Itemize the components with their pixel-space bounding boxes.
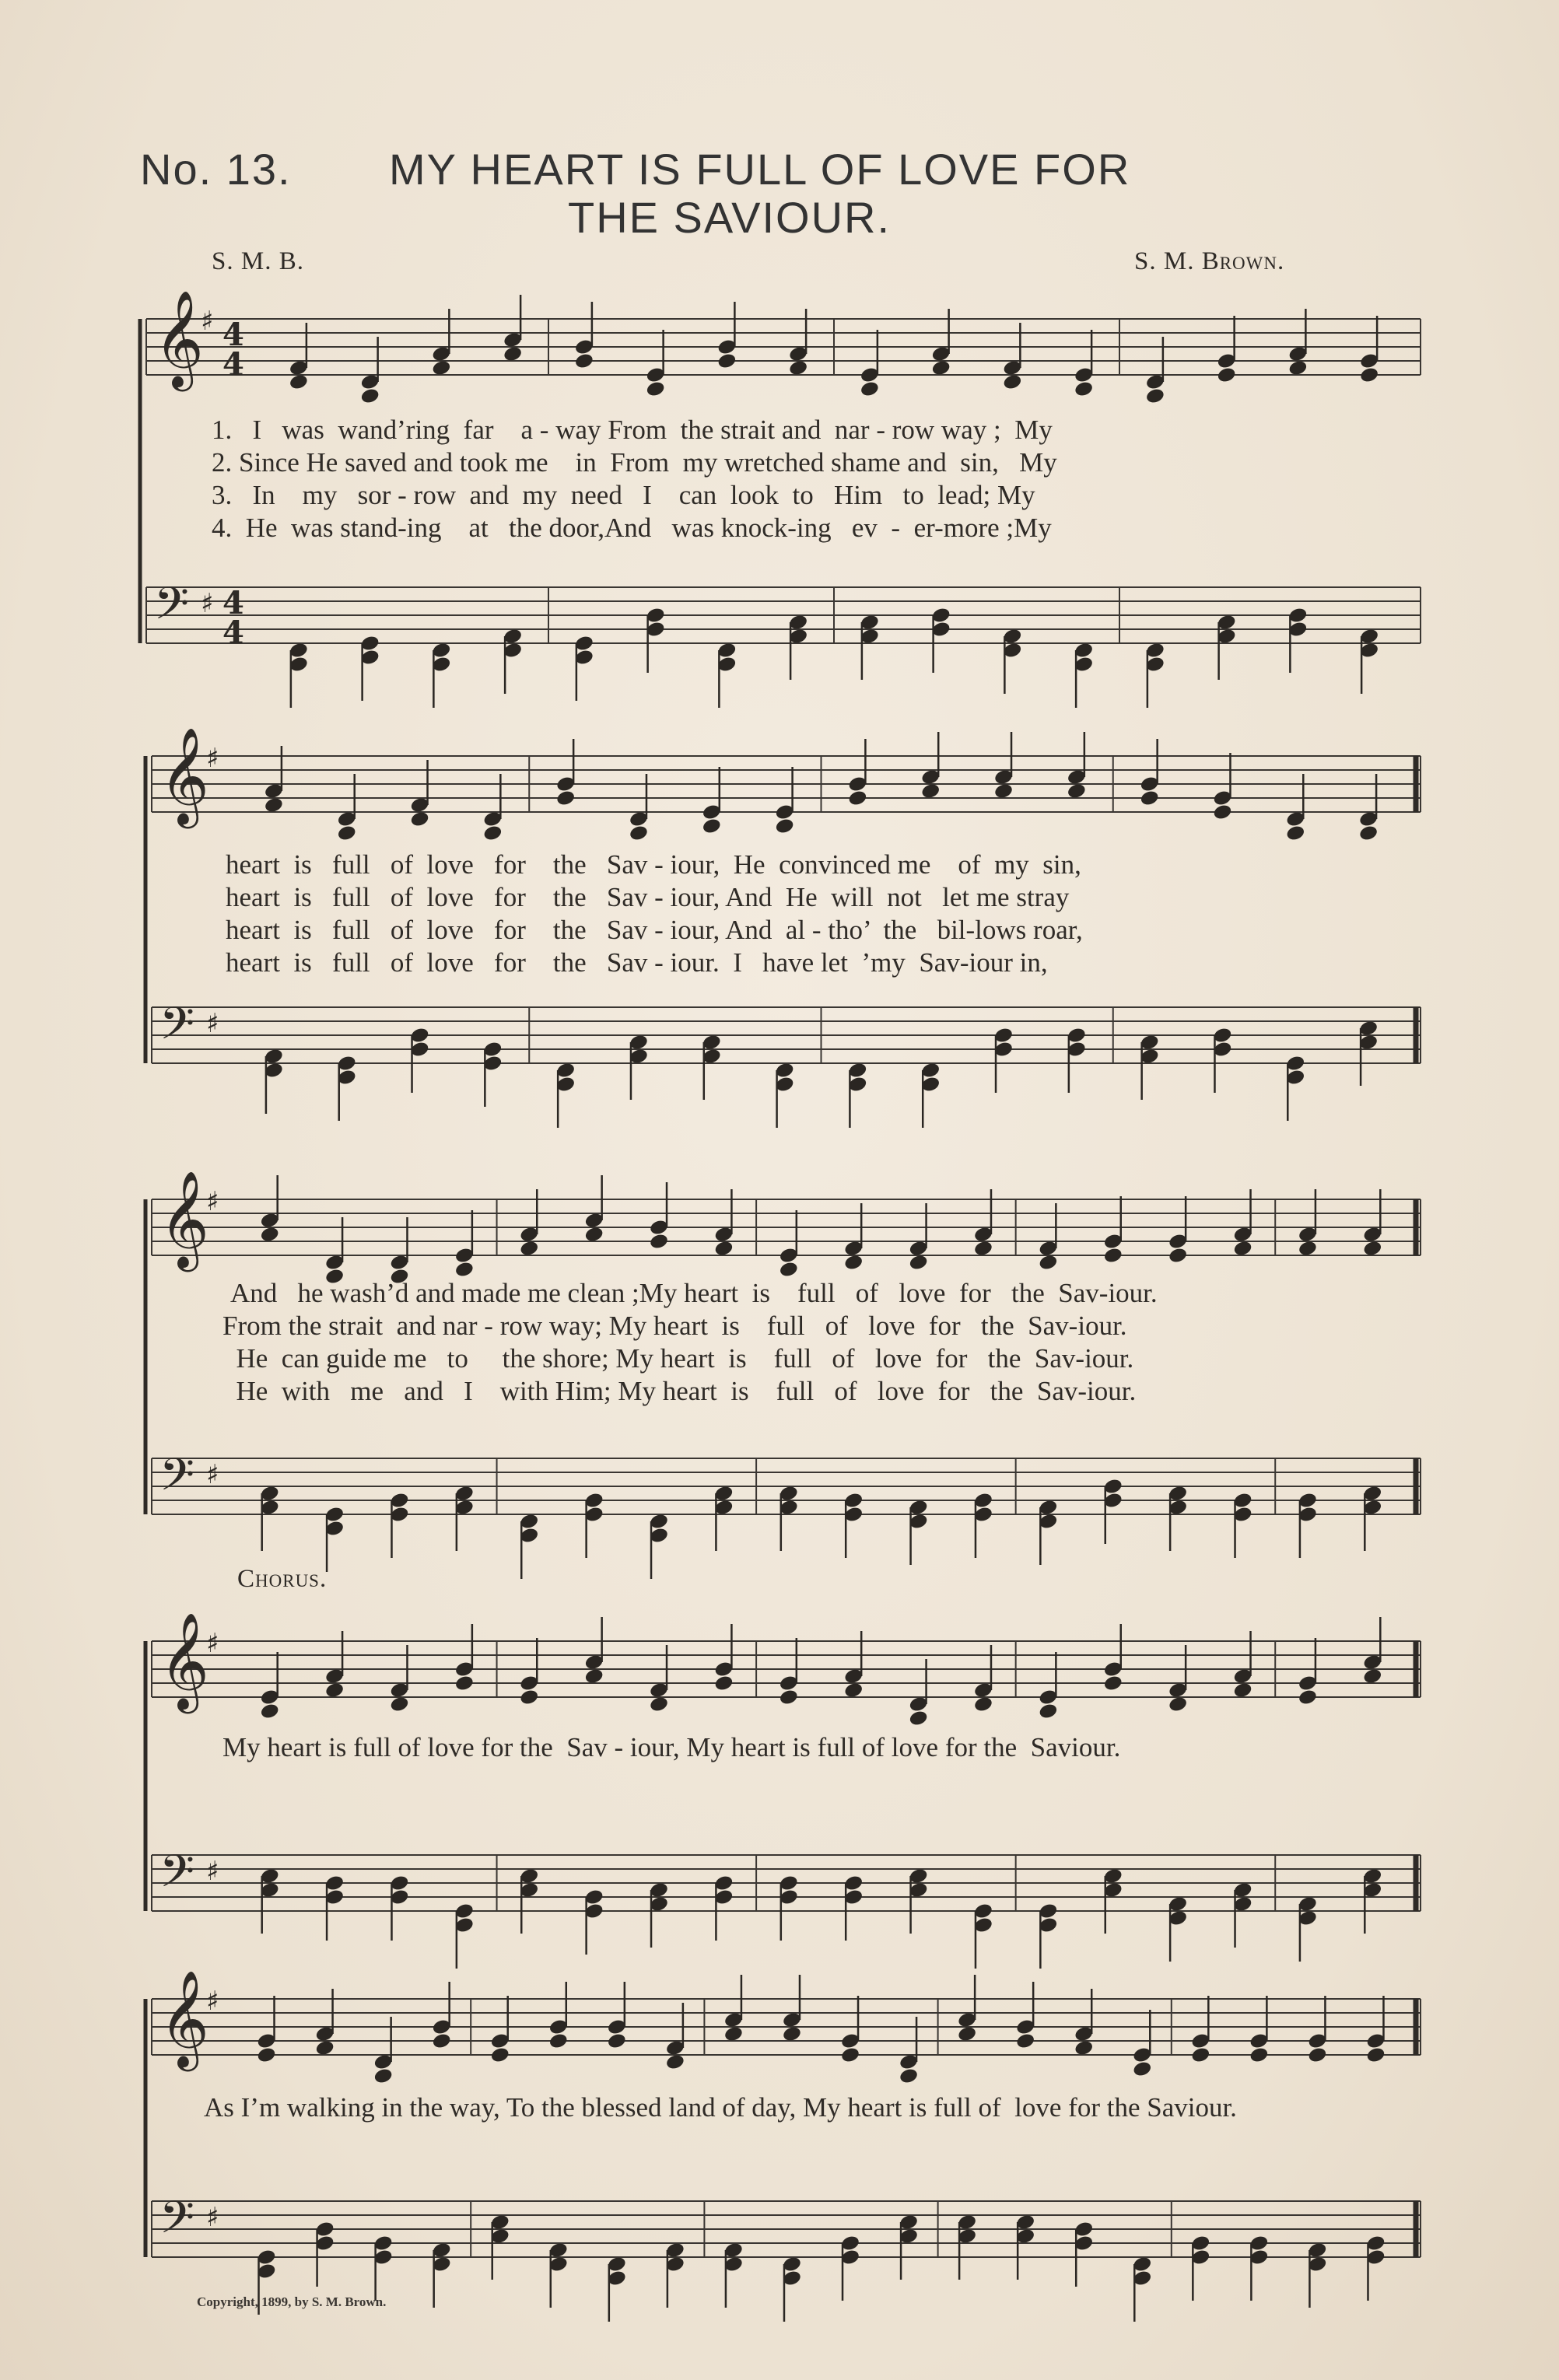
music-author: S. M. Brown.	[1134, 247, 1285, 275]
note-head	[1074, 2039, 1094, 2057]
note-head	[409, 810, 429, 828]
verse-1-line-a: 1. I was wand’ring far a - way From the strait and nar - row way ; My	[212, 415, 1053, 445]
bass-clef-icon: 𝄢	[159, 997, 195, 1061]
note-head	[788, 359, 808, 377]
note-head	[899, 2067, 919, 2085]
note-head	[1168, 1696, 1188, 1713]
note-head	[713, 1240, 734, 1258]
note-head	[1212, 803, 1232, 821]
note-head	[490, 2046, 510, 2064]
note-head	[931, 359, 951, 377]
verse-2-line-a: 2. Since He saved and took me in From my wretched shame and sin, My	[212, 447, 1057, 478]
verse-3-line-a: 3. In my sor - row and my need I can look to Him to lead; My	[212, 480, 1035, 510]
note-head	[1365, 2046, 1386, 2064]
note-head	[503, 345, 523, 363]
note-head	[843, 1254, 864, 1272]
note-head	[860, 380, 880, 398]
note-head	[1307, 2046, 1327, 2064]
note-head	[1298, 1240, 1318, 1258]
note-head	[1362, 1668, 1382, 1685]
note-head	[775, 817, 795, 835]
note-head	[584, 1668, 604, 1685]
treble-staff	[152, 1999, 1421, 2055]
note-head	[373, 2067, 394, 2085]
verse-4-line-c: He with me and I with Him; My heart is full of love for the Sav-iour.	[222, 1376, 1137, 1406]
bass-clef-icon: 𝄢	[159, 1845, 195, 1909]
note-head	[909, 1254, 929, 1272]
copyright-notice: Copyright, 1899, by S. M. Brown.	[197, 2294, 387, 2309]
note-head	[337, 824, 357, 842]
note-head	[548, 2032, 569, 2050]
treble-clef-icon: 𝄞	[159, 1171, 209, 1268]
note-head	[1145, 387, 1165, 405]
note-head	[432, 2032, 452, 2050]
note-head	[389, 1696, 409, 1713]
note-head	[629, 824, 649, 842]
note-head	[289, 373, 309, 391]
time-sig-top: 4	[222, 585, 244, 621]
note-head	[260, 1703, 280, 1720]
note-head	[1298, 1689, 1318, 1706]
note-head	[702, 817, 722, 835]
note-head	[1249, 2046, 1269, 2064]
sharp-icon: ♯	[206, 1459, 219, 1490]
words-author: S. M. B.	[212, 247, 304, 275]
chorus-line-2: As I’m walking in the way, To the blessed land of day, My heart is full of love for the Saviour.	[204, 2092, 1237, 2123]
note-head	[324, 1682, 345, 1699]
bass-clef-icon: 𝄢	[154, 577, 190, 641]
verse-1-line-c: And he wash’d and made me clean ;My heart is full of love for the Sav-iour.	[230, 1278, 1158, 1308]
sharp-icon: ♯	[206, 2202, 219, 2233]
note-head	[1038, 1254, 1058, 1272]
note-head	[260, 1226, 280, 1244]
note-head	[519, 1689, 539, 1706]
treble-clef-icon: 𝄞	[159, 727, 209, 824]
verse-1-line-b: heart is full of love for the Sav - iour, He convinced me of my sin,	[226, 849, 1081, 880]
note-head	[973, 1240, 993, 1258]
chorus-label: Chorus.	[237, 1565, 328, 1593]
verse-3-line-c: He can guide me to the shore; My heart is full of love for the Sav-iour.	[222, 1343, 1134, 1374]
bass-staff	[152, 2201, 1421, 2257]
verse-4-line-b: heart is full of love for the Sav - iour. I have let ’my Sav-iour in,	[226, 947, 1048, 978]
verse-4-line-a: 4. He was stand-ing at the door,And was knock-ing ev - er-more ;My	[212, 513, 1052, 543]
note-head	[723, 2025, 744, 2043]
sharp-icon: ♯	[206, 1856, 219, 1887]
note-head	[1038, 1703, 1058, 1720]
note-head	[574, 352, 594, 370]
sharp-icon: ♯	[206, 743, 219, 774]
note-head	[1217, 366, 1237, 384]
sharp-icon: ♯	[206, 1986, 219, 2017]
note-head	[1067, 782, 1087, 800]
note-head	[649, 1696, 669, 1713]
note-head	[646, 380, 666, 398]
time-sig-bottom: 4	[222, 614, 244, 651]
sharp-icon: ♯	[206, 1628, 219, 1659]
time-sig-bottom: 4	[222, 346, 244, 383]
treble-clef-icon: 𝄞	[159, 1970, 209, 2067]
note-head	[315, 2039, 335, 2057]
treble-clef-icon: 𝄞	[154, 290, 204, 387]
time-sig-top: 4	[222, 317, 244, 353]
note-head	[713, 1675, 734, 1692]
chorus-line-1: My heart is full of love for the Sav - iour, My heart is full of love for the Saviour.	[222, 1732, 1121, 1762]
note-head	[1190, 2046, 1210, 2064]
treble-clef-icon: 𝄞	[159, 1612, 209, 1710]
note-head	[1232, 1240, 1252, 1258]
bass-clef-icon: 𝄢	[159, 2191, 195, 2255]
music-system-5	[0, 1960, 1559, 2287]
note-head	[1287, 359, 1308, 377]
note-head	[716, 352, 737, 370]
note-head	[649, 1233, 669, 1251]
note-head	[779, 1261, 799, 1279]
verse-2-line-c: From the strait and nar - row way; My heart is full of love for the Sav-iour.	[222, 1311, 1127, 1341]
verse-3-line-b: heart is full of love for the Sav - iour, And al - tho’ the bil-lows roar,	[226, 915, 1083, 945]
note-head	[519, 1240, 539, 1258]
note-head	[1074, 380, 1094, 398]
note-head	[665, 2053, 685, 2071]
note-head	[482, 824, 503, 842]
note-head	[993, 782, 1014, 800]
note-head	[1132, 2060, 1152, 2078]
note-head	[584, 1226, 604, 1244]
note-head	[847, 789, 867, 807]
note-head	[1358, 824, 1379, 842]
bass-clef-icon: 𝄢	[159, 1448, 195, 1512]
note-head	[920, 782, 941, 800]
note-head	[1359, 366, 1379, 384]
treble-staff	[146, 319, 1421, 375]
note-head	[1002, 373, 1022, 391]
note-head	[1015, 2032, 1035, 2050]
note-head	[1140, 789, 1160, 807]
hymn-title-line1: MY HEART IS FULL OF LOVE FOR	[389, 145, 1131, 194]
note-head	[264, 796, 284, 814]
sharp-icon: ♯	[201, 306, 214, 337]
note-head	[431, 359, 451, 377]
note-head	[1168, 1247, 1188, 1265]
note-head	[957, 2025, 977, 2043]
music-system-4	[0, 1602, 1559, 1929]
sharp-icon: ♯	[206, 1186, 219, 1217]
note-head	[454, 1675, 475, 1692]
note-head	[360, 387, 380, 405]
note-head	[840, 2046, 860, 2064]
note-head	[1103, 1675, 1123, 1692]
note-head	[1103, 1247, 1123, 1265]
verse-2-line-b: heart is full of love for the Sav - iour, And He will not let me stray	[226, 882, 1070, 912]
note-head	[555, 789, 576, 807]
note-head	[909, 1710, 929, 1727]
sharp-icon: ♯	[201, 588, 214, 619]
note-head	[1285, 824, 1305, 842]
sharp-icon: ♯	[206, 1008, 219, 1039]
note-head	[973, 1696, 993, 1713]
note-head	[782, 2025, 802, 2043]
note-head	[607, 2032, 627, 2050]
note-head	[1232, 1682, 1252, 1699]
note-head	[843, 1682, 864, 1699]
note-head	[1362, 1240, 1382, 1258]
note-head	[256, 2046, 276, 2064]
hymn-title-line2: THE SAVIOUR.	[568, 193, 892, 242]
note-head	[454, 1261, 475, 1279]
hymn-number: No. 13.	[140, 145, 292, 194]
note-head	[779, 1689, 799, 1706]
